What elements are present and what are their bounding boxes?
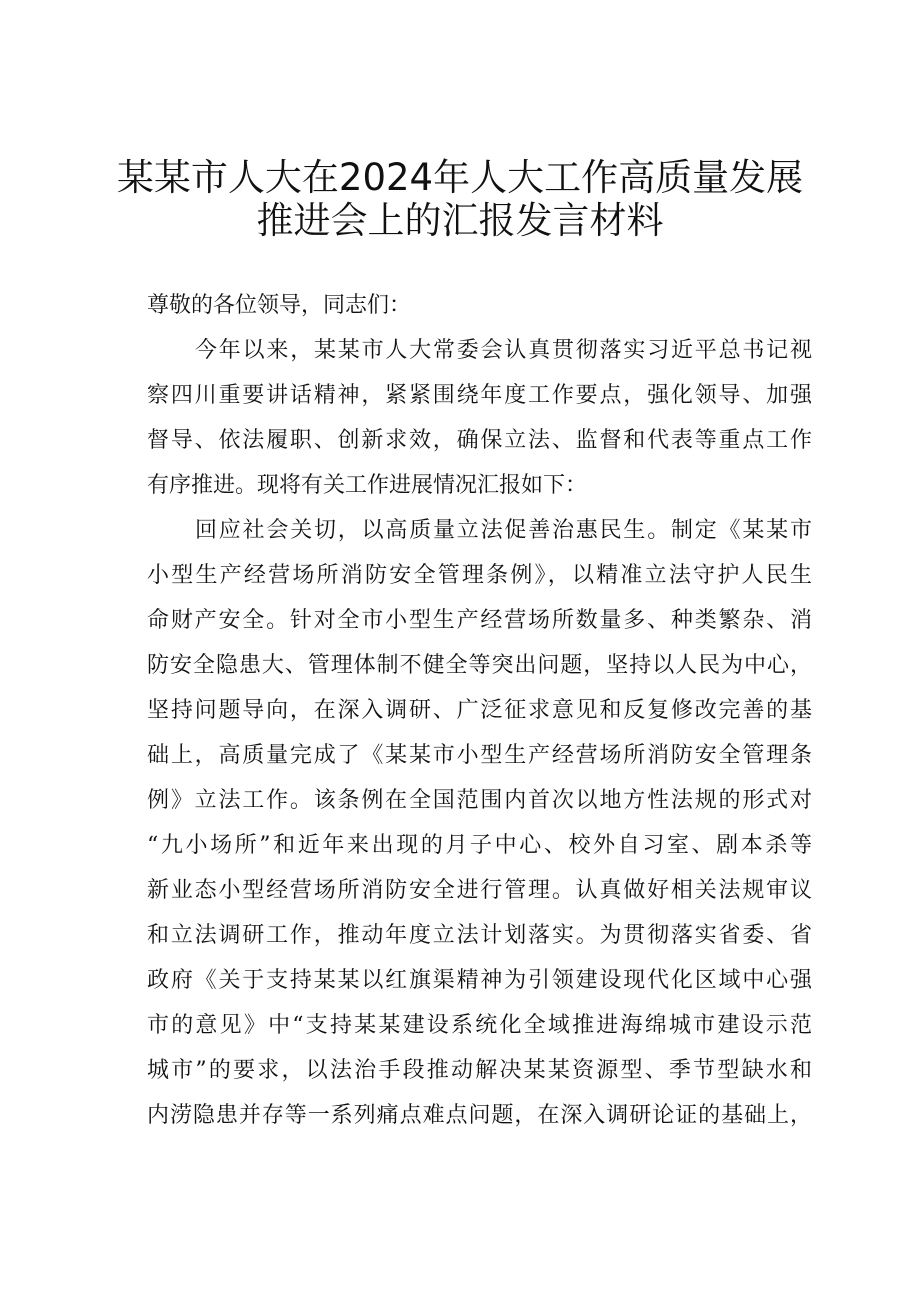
document-body: [147, 283, 812, 1138]
salutation: 尊敬的各位领导，同志们：: [147, 293, 412, 318]
paragraph-line: 新业态小型经营场所消防安全进行管理。认真做好相关法规审议: [147, 878, 812, 903]
paragraph-intro: [147, 328, 812, 508]
paragraph-line: 防安全隐患大、管理体制不健全等突出问题，坚持以人民为中心，: [147, 653, 812, 678]
paragraph-line: 坚持问题导向，在深入调研、广泛征求意见和反复修改完善的基: [147, 698, 812, 723]
paragraph-line: 政府《关于支持某某以红旗渠精神为引领建设现代化区域中心强: [147, 968, 812, 993]
paragraph-line: 市的意见》中“支持某某建设系统化全域推进海绵城市建设示范: [147, 1013, 812, 1038]
title-line: 某某市人大在2024年人大工作高质量发展: [116, 156, 804, 199]
paragraph-line: 例》立法工作。该条例在全国范围内首次以地方性法规的形式对: [147, 788, 812, 813]
document-title: [60, 156, 860, 242]
paragraph-line: 督导、依法履职、创新求效，确保立法、监督和代表等重点工作: [147, 428, 812, 453]
paragraph-legislation: [147, 508, 812, 1138]
paragraph-line: 命财产安全。针对全市小型生产经营场所数量多、种类繁杂、消: [147, 608, 812, 633]
paragraph-line: 础上，高质量完成了《某某市小型生产经营场所消防安全管理条: [147, 743, 812, 768]
paragraph-line: 有序推进。现将有关工作进展情况汇报如下：: [147, 473, 588, 498]
paragraph-line: 今年以来，某某市人大常委会认真贯彻落实习近平总书记视: [195, 338, 812, 363]
paragraph-line: 回应社会关切，以高质量立法促善治惠民生。制定《某某市: [195, 518, 812, 543]
paragraph-line: “九小场所”和近年来出现的月子中心、校外自习室、剧本杀等: [147, 833, 812, 858]
paragraph-line: 内涝隐患并存等一系列痛点难点问题，在深入调研论证的基础上，: [147, 1103, 812, 1128]
paragraph-line: 小型生产经营场所消防安全管理条例》，以精准立法守护人民生: [147, 563, 812, 588]
title-line: 推进会上的汇报发言材料: [256, 199, 664, 242]
paragraph-line: 城市”的要求，以法治手段推动解决某某资源型、季节型缺水和: [147, 1058, 812, 1083]
paragraph-line: 和立法调研工作，推动年度立法计划落实。为贯彻落实省委、省: [147, 923, 812, 948]
paragraph-line: 察四川重要讲话精神，紧紧围绕年度工作要点，强化领导、加强: [147, 383, 812, 408]
